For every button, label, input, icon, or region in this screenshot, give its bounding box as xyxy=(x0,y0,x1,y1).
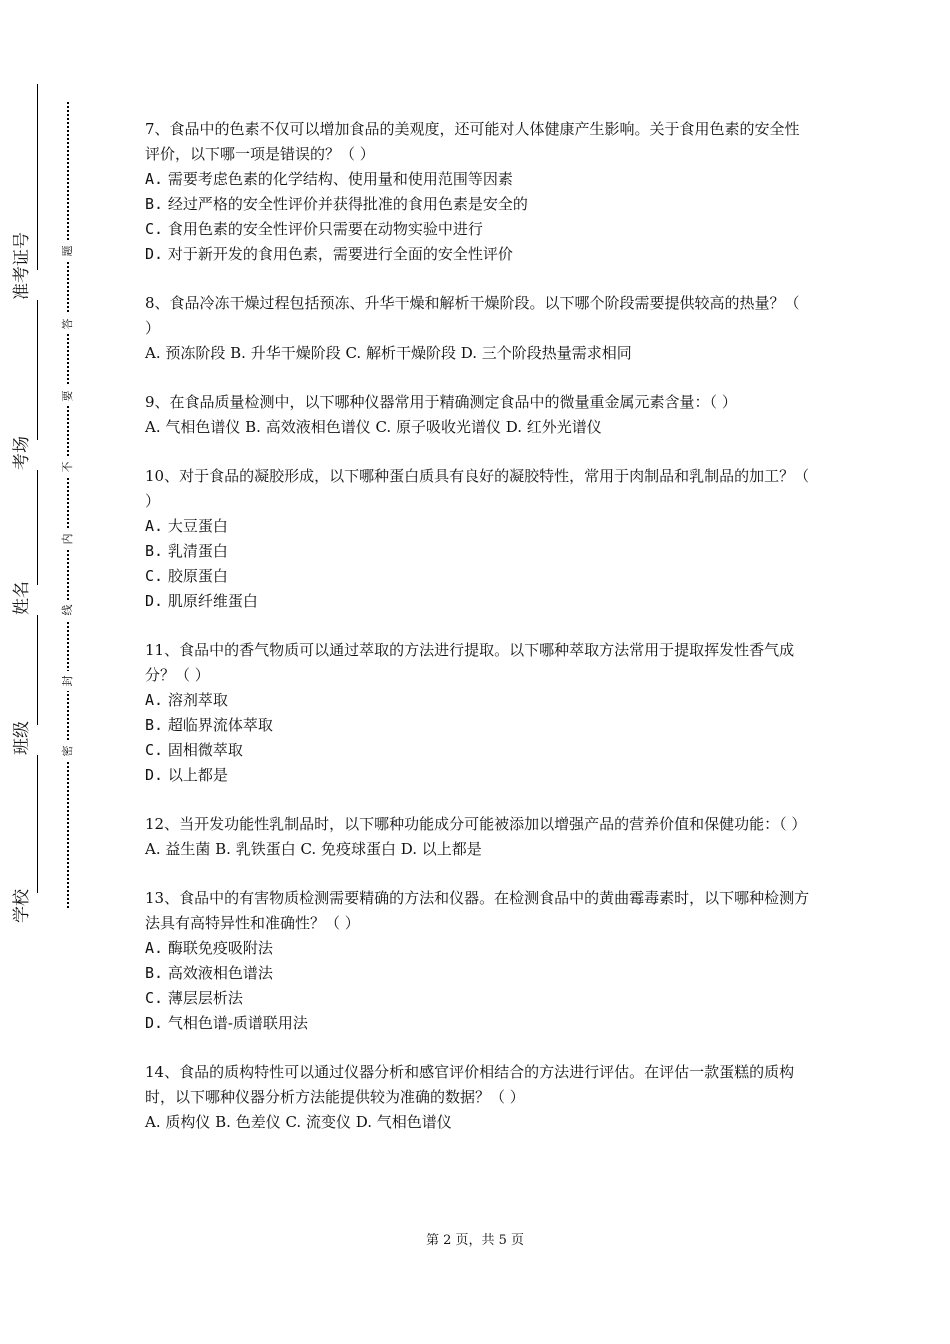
option-text: 需要考虑色素的化学结构、使用量和使用范围等因素 xyxy=(167,170,513,188)
option-text: 乳清蛋白 xyxy=(167,542,228,560)
option-d xyxy=(145,242,810,267)
question-13 xyxy=(145,886,810,1036)
option-text: 经过严格的安全性评价并获得批准的食用色素是安全的 xyxy=(167,195,528,213)
option-letter: A. xyxy=(145,939,164,957)
option-text: 薄层层析法 xyxy=(167,989,243,1007)
option-b xyxy=(145,961,810,986)
option-letter: D. xyxy=(145,1014,164,1032)
question-14 xyxy=(145,1060,810,1135)
inline-options: A. 益生菌 B. 乳铁蛋白 C. 免疫球蛋白 D. 以上都是 xyxy=(145,840,482,858)
inline-options: A. 质构仪 B. 色差仪 C. 流变仪 D. 气相色谱仪 xyxy=(145,1113,452,1131)
option-letter: A. xyxy=(145,691,164,709)
option-c xyxy=(145,738,810,763)
exam-id-label: 准考证号 xyxy=(7,270,67,300)
option-a xyxy=(145,688,810,713)
seal-char: 不 xyxy=(58,457,78,477)
question-10 xyxy=(145,464,810,614)
option-text: 胶原蛋白 xyxy=(167,567,228,585)
option-text: 肌原纤维蛋白 xyxy=(167,592,258,610)
seal-char: 密 xyxy=(58,741,78,761)
question-7 xyxy=(145,117,810,267)
option-letter: C. xyxy=(145,220,164,238)
option-letter: B. xyxy=(145,542,164,560)
binding-dotted-line xyxy=(67,102,69,908)
question-stem: 14、食品的质构特性可以通过仪器分析和感官评价相结合的方法进行评估。在评估一款蛋糕的质构时，以下哪种仪器分析方法能提供较为准确的数据？（ ） xyxy=(145,1063,795,1106)
seal-char: 题 xyxy=(58,241,78,261)
option-a xyxy=(145,514,810,539)
question-11 xyxy=(145,638,810,788)
option-d xyxy=(145,763,810,788)
seal-char: 线 xyxy=(58,600,78,620)
option-a xyxy=(145,936,810,961)
question-stem: 9、在食品质量检测中，以下哪种仪器常用于精确测定食品中的微量重金属元素含量：（ ） xyxy=(145,393,737,411)
exam-room-label: 考场 xyxy=(7,440,67,470)
option-text: 气相色谱-质谱联用法 xyxy=(167,1014,308,1032)
option-letter: D. xyxy=(145,592,164,610)
question-stem: 7、食品中的色素不仅可以增加食品的美观度，还可能对人体健康产生影响。关于食用色素的安全性评价，以下哪一项是错误的？（ ） xyxy=(145,120,800,163)
option-letter: B. xyxy=(145,195,164,213)
page-footer: 第 2 页，共 5 页 xyxy=(425,1233,525,1248)
question-9 xyxy=(145,390,810,440)
option-letter: A. xyxy=(145,517,164,535)
question-12 xyxy=(145,812,810,862)
question-stem: 13、食品中的有害物质检测需要精确的方法和仪器。在检测食品中的黄曲霉毒素时，以下哪种检测方法具有高特异性和准确性？（ ） xyxy=(145,889,810,932)
option-text: 超临界流体萃取 xyxy=(167,716,273,734)
option-c xyxy=(145,986,810,1011)
option-text: 以上都是 xyxy=(167,766,228,784)
option-letter: D. xyxy=(145,766,164,784)
option-letter: C. xyxy=(145,741,164,759)
seal-char: 内 xyxy=(58,529,78,549)
option-b xyxy=(145,713,810,738)
option-text: 溶剂萃取 xyxy=(167,691,228,709)
option-text: 固相微萃取 xyxy=(167,741,243,759)
binding-solid-line xyxy=(37,84,38,900)
option-b xyxy=(145,539,810,564)
inline-options: A. 预冻阶段 B. 升华干燥阶段 C. 解析干燥阶段 D. 三个阶段热量需求相同 xyxy=(145,344,632,362)
name-label: 姓名 xyxy=(7,585,67,615)
question-stem: 11、食品中的香气物质可以通过萃取的方法进行提取。以下哪种萃取方法常用于提取挥发性香气成分？（ ） xyxy=(145,641,795,684)
question-stem: 12、当开发功能性乳制品时，以下哪种功能成分可能被添加以增强产品的营养价值和保健功能：（ ） xyxy=(145,815,807,833)
inline-options: A. 气相色谱仪 B. 高效液相色谱仪 C. 原子吸收光谱仪 D. 红外光谱仪 xyxy=(145,418,602,436)
option-letter: C. xyxy=(145,989,164,1007)
option-d xyxy=(145,589,810,614)
seal-char: 要 xyxy=(58,386,78,406)
seal-char: 封 xyxy=(58,671,78,691)
option-text: 酶联免疫吸附法 xyxy=(167,939,273,957)
option-c xyxy=(145,564,810,589)
option-letter: A. xyxy=(145,170,164,188)
question-stem: 8、食品冷冻干燥过程包括预冻、升华干燥和解析干燥阶段。以下哪个阶段需要提供较高的热量？（ ） xyxy=(145,294,800,337)
class-label: 班级 xyxy=(7,725,67,755)
school-label: 学校 xyxy=(7,893,67,923)
option-text: 大豆蛋白 xyxy=(167,517,228,535)
question-8 xyxy=(145,291,810,366)
seal-char: 答 xyxy=(58,314,78,334)
option-text: 高效液相色谱法 xyxy=(167,964,273,982)
question-list xyxy=(145,117,810,1159)
option-c xyxy=(145,217,810,242)
option-b xyxy=(145,192,810,217)
option-letter: B. xyxy=(145,716,164,734)
option-letter: B. xyxy=(145,964,164,982)
question-stem: 10、对于食品的凝胶形成，以下哪种蛋白质具有良好的凝胶特性，常用于肉制品和乳制品的加工？（ ） xyxy=(145,467,810,510)
option-d xyxy=(145,1011,810,1036)
option-text: 对于新开发的食用色素，需要进行全面的安全性评价 xyxy=(167,245,513,263)
option-text: 食用色素的安全性评价只需要在动物实验中进行 xyxy=(167,220,483,238)
option-a xyxy=(145,167,810,192)
option-letter: D. xyxy=(145,245,164,263)
option-letter: C. xyxy=(145,567,164,585)
binding-margin xyxy=(0,0,90,1344)
